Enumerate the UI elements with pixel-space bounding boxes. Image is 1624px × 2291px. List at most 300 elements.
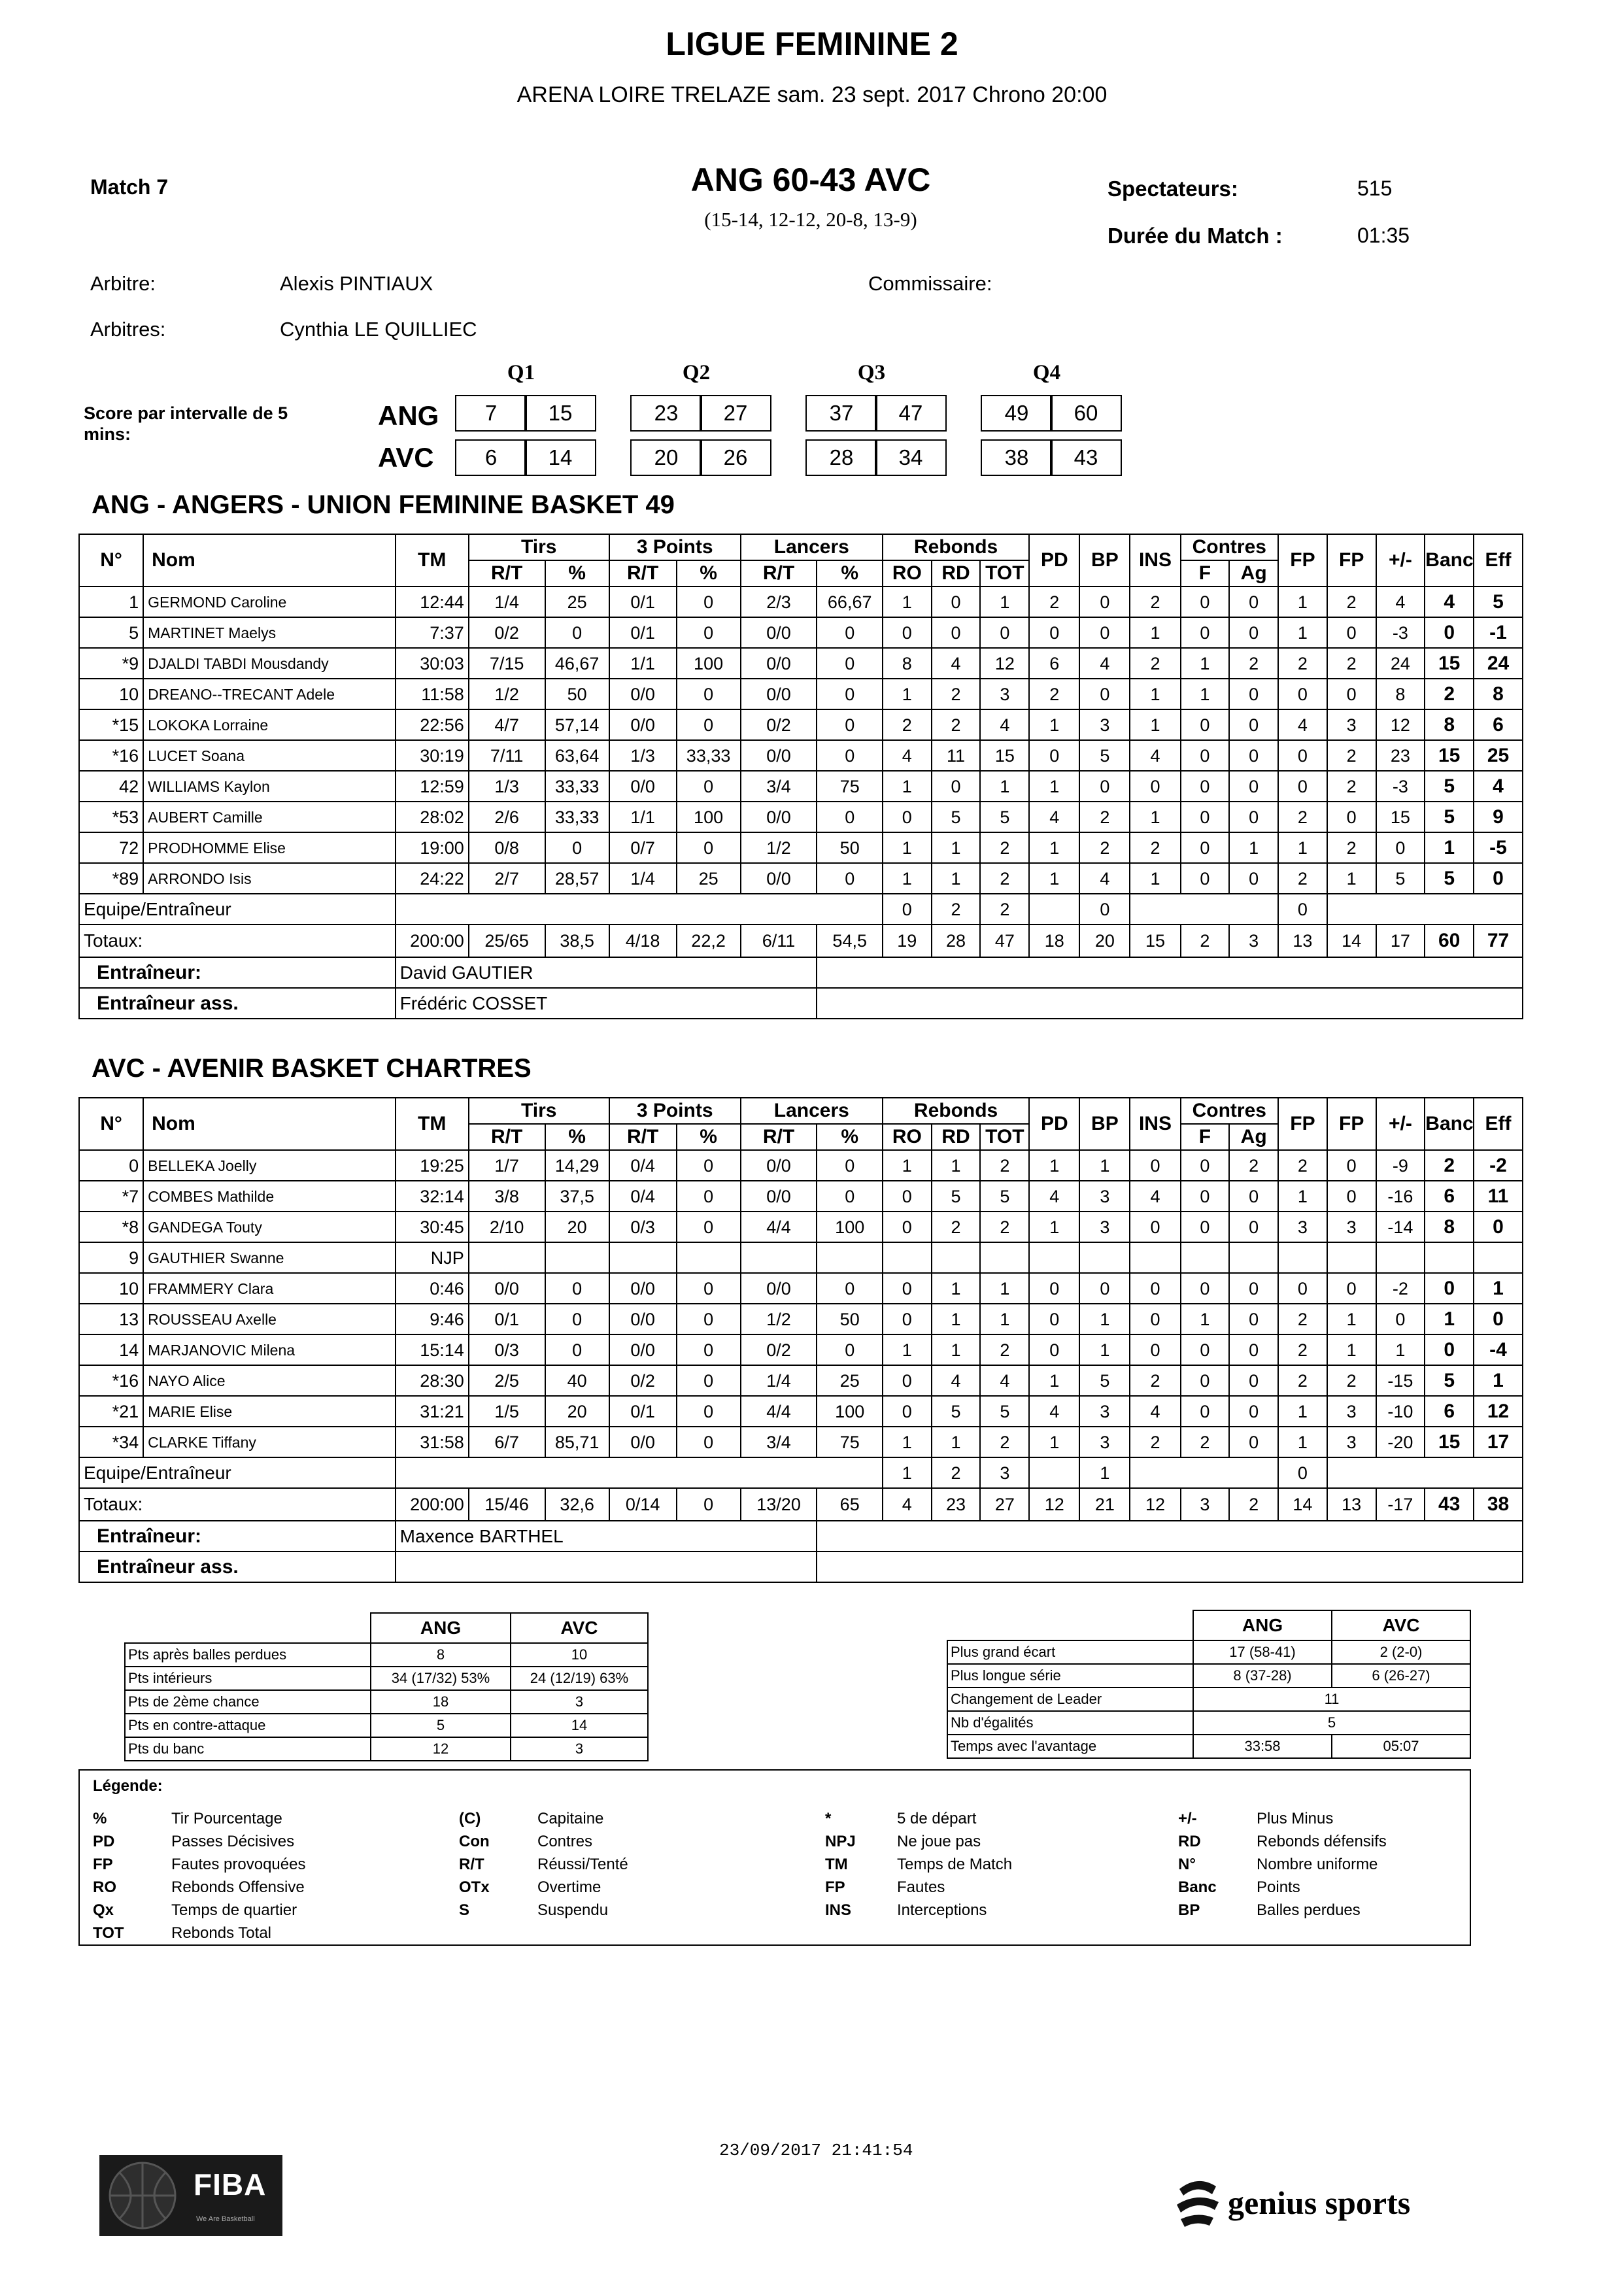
player-row	[79, 1273, 1523, 1304]
player-number: 42	[79, 771, 143, 802]
interval-score: 49	[981, 395, 1053, 432]
legend-desc: Plus Minus	[1257, 1810, 1334, 1827]
def-reb: 0	[932, 771, 981, 802]
total-value: 3	[1181, 1488, 1230, 1521]
commissioner-label: Commissaire:	[868, 272, 992, 295]
misc-label: Pts après balles perdues	[125, 1643, 371, 1667]
col-header-pd: PD	[1029, 1098, 1079, 1150]
fg-pct: 0	[545, 1334, 609, 1365]
misc-header-ang: ANG	[1193, 1610, 1332, 1640]
ft-pct: 0	[817, 1181, 882, 1212]
off-reb: 0	[883, 1273, 932, 1304]
misc-label: Changement de Leader	[947, 1688, 1193, 1711]
player-number: *16	[79, 1365, 143, 1396]
turnovers: 3	[1079, 1212, 1130, 1242]
minutes: 24:22	[396, 863, 469, 894]
efficiency: 8	[1474, 679, 1523, 709]
ft-pct: 75	[817, 771, 882, 802]
legend-abbr: PD	[93, 1833, 115, 1850]
player-name: PRODHOMME Elise	[143, 832, 396, 863]
off-reb: 1	[883, 771, 932, 802]
ft-made-att: 1/4	[741, 1365, 817, 1396]
legend-desc: Rebonds Offensive	[171, 1878, 305, 1896]
empty-cell	[817, 1521, 1523, 1552]
team-coach-row	[79, 1457, 1523, 1488]
referee-label: Arbitre:	[90, 272, 156, 295]
player-row	[79, 740, 1523, 771]
misc-value: 8 (37-28)	[1193, 1664, 1332, 1688]
col-subheader-rt: R/T	[741, 560, 817, 586]
fouls-drawn: 0	[1327, 1181, 1376, 1212]
quarter-scores: (15-14, 12-12, 20-8, 13-9)	[704, 208, 917, 231]
team-title-avc: AVC - AVENIR BASKET CHARTRES	[92, 1054, 532, 1083]
totals-label: Totaux:	[79, 1488, 396, 1521]
player-row	[79, 1242, 1523, 1273]
fg-made-att: 1/3	[469, 771, 545, 802]
col-header-bp: BP	[1079, 534, 1130, 586]
assists: 1	[1029, 771, 1079, 802]
col-header-rebonds: Rebonds	[883, 1098, 1029, 1124]
genius-sports-logo	[1174, 2175, 1462, 2233]
total-value: 47	[980, 925, 1029, 957]
ft-pct: 75	[817, 1427, 882, 1457]
fg-pct: 0	[545, 1304, 609, 1334]
duration-label: Durée du Match :	[1108, 224, 1283, 248]
turnovers: 5	[1079, 1365, 1130, 1396]
ft-made-att: 1/2	[741, 832, 817, 863]
three-pct: 0	[677, 1365, 741, 1396]
three-made-att: 0/2	[609, 1365, 677, 1396]
legend-title: Légende:	[93, 1777, 163, 1795]
ft-pct: 0	[817, 1150, 882, 1181]
col-header-pm: +/-	[1376, 534, 1425, 586]
col-subheader-rt: R/T	[609, 560, 677, 586]
misc-label: Temps avec l'avantage	[947, 1735, 1193, 1758]
total-value: 4/18	[609, 925, 677, 957]
points: 5	[1425, 1365, 1474, 1396]
player-name: GAUTHIER Swanne	[143, 1242, 396, 1273]
fg-made-att: 2/5	[469, 1365, 545, 1396]
fg-pct: 0	[545, 1273, 609, 1304]
minutes: 19:25	[396, 1150, 469, 1181]
col-header-bp: BP	[1079, 1098, 1130, 1150]
misc-value: 3	[511, 1737, 648, 1761]
assists: 1	[1029, 709, 1079, 740]
player-row	[79, 1334, 1523, 1365]
equipe-ro: 0	[883, 894, 932, 925]
assists: 1	[1029, 1365, 1079, 1396]
quarter-label: Q1	[507, 361, 535, 384]
legend-abbr: OTx	[459, 1878, 490, 1896]
assists: 4	[1029, 1181, 1079, 1212]
total-value: 4	[883, 1488, 932, 1521]
col-header-name: Nom	[143, 534, 396, 586]
turnovers: 2	[1079, 802, 1130, 832]
genius-sports-wordmark: genius sports	[1228, 2184, 1411, 2221]
plus-minus: -16	[1376, 1181, 1425, 1212]
player-row	[79, 1396, 1523, 1427]
totals-row	[79, 1488, 1523, 1521]
legend-desc: Balles perdues	[1257, 1901, 1361, 1919]
fg-made-att: 0/1	[469, 1304, 545, 1334]
blocks: 0	[1181, 617, 1230, 648]
assistant-coach-name	[396, 1552, 817, 1582]
misc-header-avc: AVC	[1332, 1610, 1470, 1640]
player-name: DJALDI TABDI Mousdandy	[143, 648, 396, 679]
col-header-rebonds: Rebonds	[883, 534, 1029, 560]
points: 5	[1425, 802, 1474, 832]
points: 5	[1425, 863, 1474, 894]
interval-label: Score par intervalle de 5 mins:	[84, 403, 288, 444]
plus-minus: 4	[1376, 586, 1425, 617]
minutes: 32:14	[396, 1181, 469, 1212]
col-subheader-pct: %	[817, 560, 882, 586]
misc-value: 3	[511, 1690, 648, 1714]
off-reb: 0	[883, 1181, 932, 1212]
col-header-ins: INS	[1130, 534, 1180, 586]
blocks: 0	[1181, 1181, 1230, 1212]
total-value: 3	[1229, 925, 1278, 957]
player-number: 10	[79, 679, 143, 709]
fouls: 4	[1278, 709, 1327, 740]
ft-made-att: 0/0	[741, 802, 817, 832]
player-name: NAYO Alice	[143, 1365, 396, 1396]
plus-minus: 15	[1376, 802, 1425, 832]
plus-minus: 24	[1376, 648, 1425, 679]
interval-score: 60	[1050, 395, 1122, 432]
assists: 2	[1029, 679, 1079, 709]
efficiency: -2	[1474, 1150, 1523, 1181]
efficiency: 9	[1474, 802, 1523, 832]
steals: 2	[1130, 648, 1180, 679]
efficiency: 5	[1474, 586, 1523, 617]
fouls: 2	[1278, 1334, 1327, 1365]
player-row	[79, 832, 1523, 863]
three-pct: 0	[677, 709, 741, 740]
fouls-drawn: 1	[1327, 1304, 1376, 1334]
ft-made-att: 0/2	[741, 709, 817, 740]
player-name: CLARKE Tiffany	[143, 1427, 396, 1457]
ft-pct: 0	[817, 802, 882, 832]
minutes: 9:46	[396, 1304, 469, 1334]
blocks-against: 0	[1229, 802, 1278, 832]
legend-abbr: RO	[93, 1878, 116, 1896]
blocks-against: 0	[1229, 1396, 1278, 1427]
minutes: 7:37	[396, 617, 469, 648]
fg-made-att: 1/5	[469, 1396, 545, 1427]
misc-label: Nb d'égalités	[947, 1711, 1193, 1735]
blocks: 0	[1181, 1365, 1230, 1396]
legend-abbr: NPJ	[825, 1833, 856, 1850]
fouls: 1	[1278, 617, 1327, 648]
total-value: 17	[1376, 925, 1425, 957]
blocks-against: 2	[1229, 648, 1278, 679]
player-number: 0	[79, 1150, 143, 1181]
points: 2	[1425, 1150, 1474, 1181]
misc-value: 2 (2-0)	[1332, 1640, 1470, 1664]
turnovers: 0	[1079, 771, 1130, 802]
misc-value: 6 (26-27)	[1332, 1664, 1470, 1688]
misc-value: 18	[371, 1690, 511, 1714]
equipe-tot: 3	[980, 1457, 1029, 1488]
points: 15	[1425, 740, 1474, 771]
legend-desc: Tir Pourcentage	[171, 1810, 282, 1827]
turnovers: 1	[1079, 1304, 1130, 1334]
off-reb: 0	[883, 1304, 932, 1334]
misc-label: Pts intérieurs	[125, 1667, 371, 1690]
off-reb: 2	[883, 709, 932, 740]
col-header-tirs: Tirs	[469, 534, 609, 560]
empty-cell	[1229, 1242, 1278, 1273]
fg-made-att: 1/4	[469, 586, 545, 617]
empty-cell	[545, 1242, 609, 1273]
interval-score: 43	[1050, 439, 1122, 476]
points: 15	[1425, 648, 1474, 679]
turnovers: 0	[1079, 1273, 1130, 1304]
total-value: 0/14	[609, 1488, 677, 1521]
ft-made-att: 0/0	[741, 648, 817, 679]
legend-abbr: %	[93, 1810, 107, 1827]
fg-made-att: 0/8	[469, 832, 545, 863]
three-made-att: 0/0	[609, 679, 677, 709]
ft-made-att: 0/0	[741, 679, 817, 709]
minutes: 0:46	[396, 1273, 469, 1304]
col-header-contres: Contres	[1181, 1098, 1279, 1124]
player-name: LUCET Soana	[143, 740, 396, 771]
legend-desc: Temps de Match	[897, 1856, 1013, 1873]
col-subheader-pct: %	[677, 560, 741, 586]
empty-cell	[1327, 894, 1523, 925]
points: 1	[1425, 832, 1474, 863]
ft-pct: 100	[817, 1396, 882, 1427]
off-reb: 1	[883, 1334, 932, 1365]
empty-cell	[932, 1242, 981, 1273]
empty-cell	[817, 1552, 1523, 1582]
legend-desc: Fautes	[897, 1878, 945, 1896]
ft-made-att: 0/2	[741, 1334, 817, 1365]
misc-row	[947, 1735, 1470, 1758]
player-number: *89	[79, 863, 143, 894]
player-number: *9	[79, 648, 143, 679]
fg-made-att: 3/8	[469, 1181, 545, 1212]
total-value: 6/11	[741, 925, 817, 957]
three-pct: 0	[677, 1150, 741, 1181]
interval-score: 28	[805, 439, 877, 476]
col-header-lancers: Lancers	[741, 1098, 883, 1124]
ft-made-att: 0/0	[741, 1273, 817, 1304]
interval-score: 34	[875, 439, 947, 476]
ft-pct: 50	[817, 832, 882, 863]
turnovers: 5	[1079, 740, 1130, 771]
page-title: LIGUE FEMININE 2	[666, 25, 958, 62]
efficiency: 17	[1474, 1427, 1523, 1457]
three-pct: 0	[677, 1304, 741, 1334]
fiba-wordmark: FIBA	[194, 2167, 267, 2201]
equipe-ro: 1	[883, 1457, 932, 1488]
team-code-ang: ANG	[378, 400, 439, 431]
blocks-against: 0	[1229, 1273, 1278, 1304]
ft-pct: 50	[817, 1304, 882, 1334]
steals: 0	[1130, 1273, 1180, 1304]
fouls: 1	[1278, 586, 1327, 617]
turnovers: 3	[1079, 1427, 1130, 1457]
ft-made-att: 0/0	[741, 617, 817, 648]
totals-label: Totaux:	[79, 925, 396, 957]
ft-pct: 0	[817, 709, 882, 740]
player-number: 14	[79, 1334, 143, 1365]
off-reb: 0	[883, 1212, 932, 1242]
three-pct: 0	[677, 1396, 741, 1427]
coach-label: Entraîneur:	[79, 957, 396, 988]
interval-score: 38	[981, 439, 1053, 476]
assists: 0	[1029, 1334, 1079, 1365]
three-made-att: 0/0	[609, 1334, 677, 1365]
fouls: 2	[1278, 1304, 1327, 1334]
ft-made-att: 3/4	[741, 771, 817, 802]
def-reb: 5	[932, 802, 981, 832]
ft-made-att: 0/0	[741, 740, 817, 771]
turnovers: 2	[1079, 832, 1130, 863]
tot-reb: 2	[980, 1427, 1029, 1457]
legend-desc: 5 de départ	[897, 1810, 977, 1827]
fg-pct: 50	[545, 679, 609, 709]
three-made-att: 0/3	[609, 1212, 677, 1242]
player-number: *34	[79, 1427, 143, 1457]
minutes: 11:58	[396, 679, 469, 709]
legend-desc: Rebonds Total	[171, 1924, 271, 1942]
tot-reb: 4	[980, 1365, 1029, 1396]
legend-abbr: TOT	[93, 1924, 124, 1942]
ft-pct: 100	[817, 1212, 882, 1242]
quarter-label: Q4	[1032, 361, 1061, 384]
def-reb: 1	[932, 863, 981, 894]
empty-cell	[883, 1242, 932, 1273]
plus-minus: 5	[1376, 863, 1425, 894]
col-header-fp: FP	[1327, 534, 1376, 586]
spectators-label: Spectateurs:	[1108, 177, 1238, 201]
plus-minus: 12	[1376, 709, 1425, 740]
turnovers: 1	[1079, 1150, 1130, 1181]
off-reb: 0	[883, 1396, 932, 1427]
fg-made-att: 6/7	[469, 1427, 545, 1457]
minutes: 19:00	[396, 832, 469, 863]
misc-label: Pts du banc	[125, 1737, 371, 1761]
player-number: 9	[79, 1242, 143, 1273]
three-made-att: 0/7	[609, 832, 677, 863]
assists: 4	[1029, 802, 1079, 832]
three-made-att: 0/4	[609, 1150, 677, 1181]
blocks-against: 0	[1229, 617, 1278, 648]
efficiency: 11	[1474, 1181, 1523, 1212]
team-title-ang: ANG - ANGERS - UNION FEMININE BASKET 49	[92, 490, 675, 519]
misc-row	[125, 1737, 648, 1761]
steals: 2	[1130, 832, 1180, 863]
def-reb: 0	[932, 617, 981, 648]
legend-desc: Réussi/Tenté	[537, 1856, 628, 1873]
plus-minus: -3	[1376, 771, 1425, 802]
total-value: 20	[1079, 925, 1130, 957]
assists: 0	[1029, 1304, 1079, 1334]
minutes: 30:03	[396, 648, 469, 679]
blocks: 0	[1181, 1334, 1230, 1365]
tot-reb: 1	[980, 771, 1029, 802]
blocks: 1	[1181, 679, 1230, 709]
off-reb: 1	[883, 863, 932, 894]
tot-reb: 1	[980, 586, 1029, 617]
empty-cell	[817, 957, 1523, 988]
steals: 2	[1130, 586, 1180, 617]
empty-cell	[1029, 1242, 1079, 1273]
total-value: 2	[1181, 925, 1230, 957]
player-name: WILLIAMS Kaylon	[143, 771, 396, 802]
blocks-against: 0	[1229, 1365, 1278, 1396]
col-subheader-rt: R/T	[469, 560, 545, 586]
off-reb: 1	[883, 1150, 932, 1181]
assistant-coach-name: Frédéric COSSET	[396, 988, 817, 1019]
points: 8	[1425, 1212, 1474, 1242]
ft-made-att: 0/0	[741, 1181, 817, 1212]
interval-score: 37	[805, 395, 877, 432]
three-made-att: 1/3	[609, 740, 677, 771]
player-row	[79, 863, 1523, 894]
three-made-att: 0/1	[609, 586, 677, 617]
def-reb: 2	[932, 679, 981, 709]
player-row	[79, 1304, 1523, 1334]
total-value: 22,2	[677, 925, 741, 957]
off-reb: 1	[883, 586, 932, 617]
col-header-tm: TM	[396, 1098, 469, 1150]
total-value: 19	[883, 925, 932, 957]
equipe-bp: 1	[1079, 1457, 1130, 1488]
legend-desc: Fautes provoquées	[171, 1856, 306, 1873]
misc-row	[947, 1664, 1470, 1688]
turnovers: 0	[1079, 617, 1130, 648]
three-pct: 100	[677, 802, 741, 832]
steals: 1	[1130, 679, 1180, 709]
efficiency: 1	[1474, 1365, 1523, 1396]
fg-pct: 46,67	[545, 648, 609, 679]
misc-row	[125, 1643, 648, 1667]
off-reb: 0	[883, 1365, 932, 1396]
misc-value: 24 (12/19) 63%	[511, 1667, 648, 1690]
three-pct: 33,33	[677, 740, 741, 771]
tot-reb: 12	[980, 648, 1029, 679]
legend-abbr: FP	[93, 1856, 113, 1873]
venue-line: ARENA LOIRE TRELAZE sam. 23 sept. 2017 Chrono 20:00	[516, 82, 1108, 107]
quarter-label: Q3	[857, 361, 886, 384]
fouls-drawn: 2	[1327, 1365, 1376, 1396]
legend-abbr: *	[825, 1810, 832, 1827]
legend-abbr: N°	[1178, 1856, 1196, 1873]
legend-desc: Rebonds défensifs	[1257, 1833, 1387, 1850]
total-value: 23	[932, 1488, 981, 1521]
col-header-lancers: Lancers	[741, 534, 883, 560]
def-reb: 5	[932, 1396, 981, 1427]
efficiency: 1	[1474, 1273, 1523, 1304]
misc-label: Pts en contre-attaque	[125, 1714, 371, 1737]
fg-made-att: 7/15	[469, 648, 545, 679]
ft-pct: 0	[817, 1334, 882, 1365]
fg-made-att: 4/7	[469, 709, 545, 740]
total-value: 60	[1425, 925, 1474, 957]
legend-desc: Points	[1257, 1878, 1300, 1896]
col-subheader-ro: RO	[883, 1124, 932, 1150]
total-value: 27	[980, 1488, 1029, 1521]
legend-abbr: Con	[459, 1833, 490, 1850]
three-pct: 0	[677, 1427, 741, 1457]
efficiency: -5	[1474, 832, 1523, 863]
empty-cell	[1130, 1242, 1180, 1273]
